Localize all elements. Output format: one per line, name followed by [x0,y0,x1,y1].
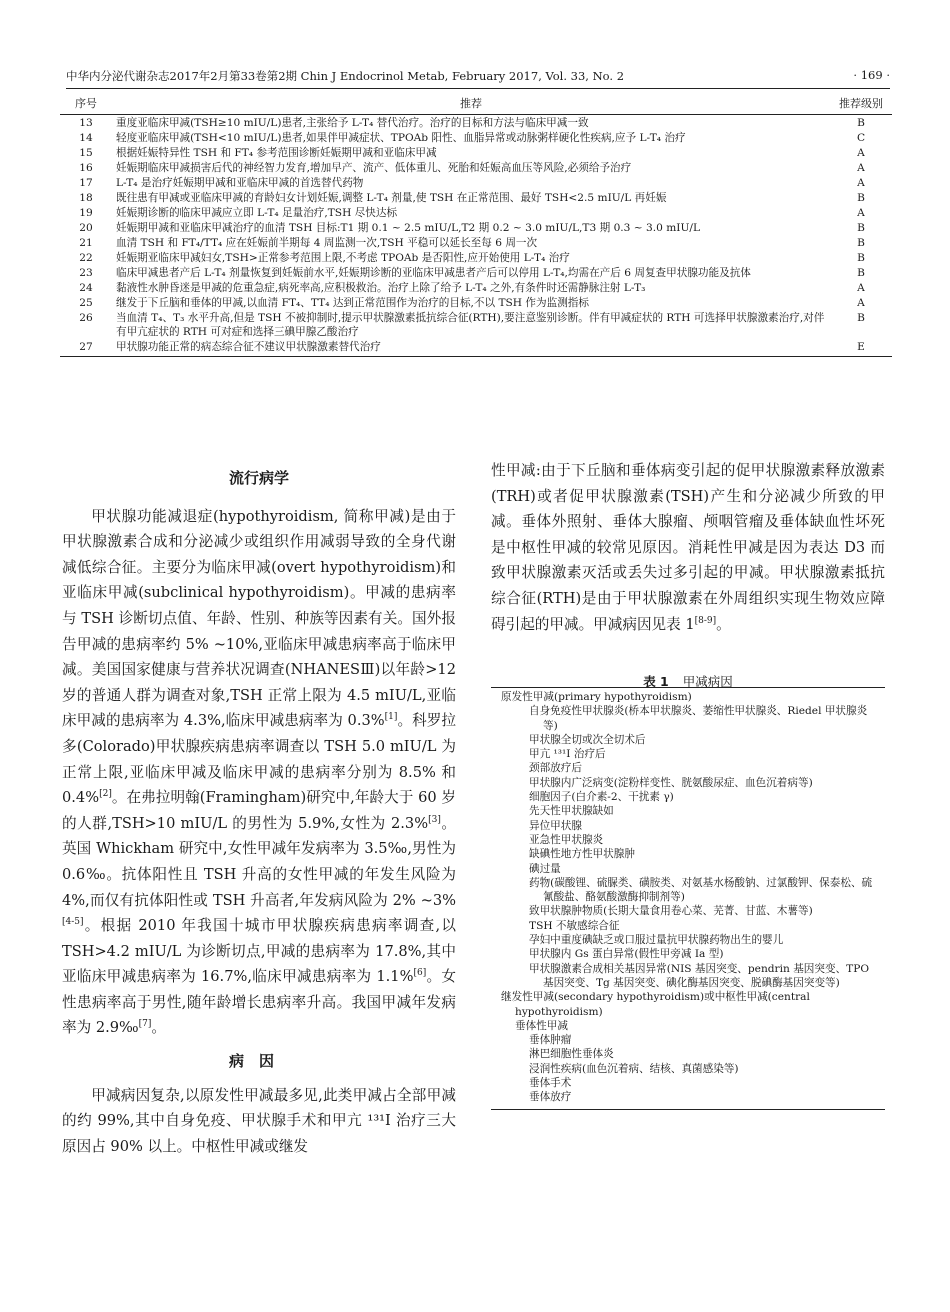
rec-grade: C [856,131,866,144]
table-row [60,339,892,356]
list-item: 甲状腺激素合成相关基因异常(NIS 基因突变、pendrin 基因突变、TPO 基因突变、Tg 基因突变、碘化酶基因突变、脱碘酶基因突变等) [529,962,870,989]
etiology-paragraph: 甲减病因复杂,以原发性甲减最多见,此类甲减占全部甲减的约 99%,其中自身免疫、甲状腺手术和甲亢 ¹³¹I 治疗三大原因占 90% 以上。中枢性甲减或继发 [62,1086,456,1155]
table-row [60,295,892,310]
rec-number: 15 [79,146,93,159]
running-header [66,66,890,89]
rec-grade: B [857,251,865,264]
section-heading-etiology: 病因 [228,1052,289,1071]
rec-text: 根据妊娠特异性 TSH 和 FT₄ 参考范围诊断妊娠期甲减和亚临床甲减 [116,146,437,159]
table-row [60,235,892,250]
rec-number: 18 [79,191,93,204]
table-row [60,190,892,205]
table-row [60,280,892,295]
list-item: 碘过量 [529,862,561,875]
table-row [60,265,892,280]
list-item: 先天性甲状腺缺如 [529,805,614,818]
rec-number: 21 [79,236,93,249]
rec-grade: A [857,146,865,159]
rec-number: 23 [79,266,93,279]
list-item: 孕妇中重度碘缺乏或口服过量抗甲状腺药物出生的婴儿 [529,934,784,947]
rec-text: 临床甲减患者产后 L-T₄ 剂量恢复到妊娠前水平,妊娠期诊断的亚临床甲减患者产后可以停用 L-T₄,均需在产后 6 周复查甲状腺功能及抗体 [116,266,751,279]
list-item: 甲状腺内 Gs 蛋白异常(假性甲旁减 Ia 型) [529,948,724,961]
citation-ref[interactable]: [1] [384,712,398,723]
rec-number: 25 [79,296,93,309]
rec-number: 26 [79,311,93,324]
rec-text: 妊娠期亚临床甲减妇女,TSH>正常参考范围上限,不考虑 TPOAb 是否阳性,应开始使用 L-T₄ 治疗 [116,251,570,264]
rec-grade: A [857,281,865,294]
list-item: 甲状腺全切或次全切术后 [529,733,646,746]
list-item: 浸润性疾病(血色沉着病、结核、真菌感染等) [529,1062,739,1075]
recommendation-table [60,95,892,357]
rec-grade: B [857,266,865,279]
rec-text: L-T₄ 是治疗妊娠期甲减和亚临床甲减的首选替代药物 [116,176,364,189]
table-row [60,130,892,145]
rec-number: 20 [79,221,93,234]
left-column [62,458,456,1159]
list-item: 致甲状腺肿物质(长期大量食用卷心菜、芜菁、甘蓝、木薯等) [529,905,813,918]
table-row [60,250,892,265]
rec-text: 既往患有甲减或亚临床甲减的育龄妇女计划妊娠,调整 L-T₄ 剂量,使 TSH 在正常范围、最好 TSH<2.5 mIU/L 再妊娠 [116,191,667,204]
rec-text: 妊娠期临床甲减损害后代的神经智力发育,增加早产、流产、低体重儿、死胎和妊娠高血压等风险,必须给予治疗 [116,161,632,174]
rec-text: 当血清 T₄、T₃ 水平升高,但是 TSH 不被抑制时,提示甲状腺激素抵抗综合征(RTH),要注意鉴别诊断。伴有甲减症状的 RTH 可选择甲状腺激素治疗,对伴有甲亢症状的 RTH 可对症和选择三碘甲腺乙酸治疗 [116,311,825,338]
table-row [60,220,892,235]
citation-ref[interactable]: [6] [413,968,427,979]
rec-grade: A [857,161,865,174]
list-item: 淋巴细胞性垂体炎 [529,1048,614,1061]
rec-grade: A [857,176,865,189]
citation-ref[interactable]: [3] [428,814,441,825]
rec-grade: B [857,116,865,129]
rec-text: 黏液性水肿昏迷是甲减的危重急症,病死率高,应积极救治。治疗上除了给予 L-T₄ 之外,有条件时还需静脉注射 L-T₃ [116,281,646,294]
table1-etiology [491,687,885,1110]
rec-number: 27 [60,339,112,356]
primary-cause-list [491,704,885,990]
etiology-paragraph-cont: 性甲减:由于下丘脑和垂体病变引起的促甲状腺激素释放激素(TRH)或者促甲状腺激素(TSH)产生和分泌减少所致的甲减。垂体外照射、垂体大腺瘤、颅咽管瘤及垂体缺血性坏死是中枢性甲减的较常见原因。消耗性甲减是因为表达 D3 而致甲状腺激素灭活或丢失过多引起的甲减。甲状腺激素抵抗综合征(RTH)是由于甲状腺激素在外周组织实现生物效应障碍引起的甲减。甲减病因见表 1[8-9]。 [491,462,885,633]
list-item: 自身免疫性甲状腺炎(桥本甲状腺炎、萎缩性甲状腺炎、Riedel 甲状腺炎等) [529,705,868,732]
col-header-num: 序号 [60,95,112,115]
rec-text: 血清 TSH 和 FT₄/TT₄ 应在妊娠前半期每 4 周监测一次,TSH 平稳可以延长至每 6 周一次 [116,236,538,249]
table1-title: 甲减病因 [682,674,733,689]
table-header-row [60,95,892,115]
secondary-heading: 继发性甲减(secondary hypothyroidism)或中枢性甲减(central hypothyroidism) [501,991,810,1018]
rec-grade: E [830,339,892,356]
rec-number: 24 [79,281,93,294]
rec-grade: B [857,236,865,249]
epidemiology-paragraph: 甲状腺功能减退症(hypothyroidism, 简称甲减)是由于甲状腺激素合成和分泌减少或组织作用减弱导致的全身代谢减低综合征。主要分为临床甲减(overt hypothyroidism)和亚临床甲减(subclinical hypothyroidism)。甲减的患病率与 TSH 诊断切点值、年龄、性别、种族等因素有关。国外报告甲减的患病率约 5% ~10%,亚临床甲减患病率高于临床甲减。美国国家健康与营养状况调查(NHANESⅢ)以年龄>12 岁的普通人群为调查对象,TSH 正常上限为 4.5 mIU/L,亚临床甲减的患病率为 4.3%,临床甲减患病率为 0.3%[1]。科罗拉多(Colorado)甲状腺疾病患病率调查以 TSH 5.0 mIU/L 为正常上限,亚临床甲减及临床甲减的患病率分别为 8.5% 和 0.4%[2]。在弗拉明翰(Framingham)研究中,年龄大于 60 岁的人群,TSH>10 mIU/L 的男性为 5.9%,女性为 2.3%[3]。英国 Whickham 研究中,女性甲减年发病率为 3.5‰,男性为 0.6‰。抗体阳性且 TSH 升高的女性甲减的年发生风险为 4%,而仅有抗体阳性或 TSH 升高者,年发病风险为 2% ~3%[4-5]。根据 2010 年我国十城市甲状腺疾病患病率调查,以 TSH>4.2 mIU/L 为诊断切点,甲减的患病率为 17.8%,其中亚临床甲减患病率为 16.7%,临床甲减患病率为 1.1%[6]。女性患病率高于男性,随年龄增长患病率升高。我国甲减年发病率为 2.9‰[7]。 [62,507,456,1037]
list-item: 垂体手术 [529,1077,572,1090]
citation-ref[interactable]: [7] [138,1019,152,1030]
list-item: 药物(碳酸锂、硫脲类、磺胺类、对氨基水杨酸钠、过氯酸钾、保泰松、硫氰酸盐、酪氨酸激酶抑制剂等) [529,876,873,904]
rec-grade: B [857,221,865,234]
table-row [60,160,892,175]
rec-text: 妊娠期甲减和亚临床甲减治疗的血清 TSH 目标:T1 期 0.1 ~ 2.5 mIU/L,T2 期 0.2 ~ 3.0 mIU/L,T3 期 0.3 ~ 3.0 mIU/L [116,221,700,234]
rec-number: 17 [79,176,93,189]
list-item: 甲亢 ¹³¹I 治疗后 [529,748,606,761]
right-column [491,458,885,637]
table-row [60,175,892,190]
list-item: 垂体肿瘤 [529,1034,572,1047]
rec-grade: B [857,191,865,204]
pituitary-cause-list [491,1033,885,1104]
table-row [60,310,892,339]
col-header-rec: 推荐 [112,95,830,115]
citation-ref[interactable]: [8-9] [694,615,717,626]
rec-grade: B [857,311,865,324]
rec-text: 妊娠期诊断的临床甲减应立即 L-T₄ 足量治疗,TSH 尽快达标 [116,206,398,219]
list-item: TSH 不敏感综合征 [529,919,620,932]
rec-number: 19 [79,206,93,219]
rec-text: 轻度亚临床甲减(TSH<10 mIU/L)患者,如果伴甲减症状、TPOAb 阳性、血脂异常或动脉粥样硬化性疾病,应予 L-T₄ 治疗 [116,131,686,144]
pituitary-heading: 垂体性甲减 [515,1019,568,1032]
table-row [60,115,892,131]
primary-heading: 原发性甲减(primary hypothyroidism) [501,691,692,703]
rec-number: 16 [79,161,93,174]
col-header-grade: 推荐级别 [830,95,892,115]
rec-number: 22 [79,251,93,264]
citation-ref[interactable]: [2] [99,789,112,800]
list-item: 垂体放疗 [529,1091,572,1104]
rec-grade: A [857,206,865,219]
page-number: · 169 · [853,68,890,82]
list-item: 缺碘性地方性甲状腺肿 [529,848,635,861]
rec-number: 13 [79,116,93,129]
table-row [60,145,892,160]
rec-grade: A [857,296,865,309]
rec-text: 重度亚临床甲减(TSH≥10 mIU/L)患者,主张给予 L-T₄ 替代治疗。治疗的目标和方法与临床甲减一致 [116,116,589,129]
list-item: 细胞因子(白介素-2、干扰素 γ) [529,791,674,804]
citation-ref[interactable]: [4-5] [62,917,84,928]
rec-text: 继发于下丘脑和垂体的甲减,以血清 FT₄、TT₄ 达到正常范围作为治疗的目标,不以 TSH 作为监测指标 [116,296,589,309]
rec-number: 14 [79,131,93,144]
rec-text: 甲状腺功能正常的病态综合征不建议甲状腺激素替代治疗 [112,339,830,356]
recommendation-rows [60,115,892,357]
table1-label: 表 1 [643,674,669,689]
list-item: 甲状腺内广泛病变(淀粉样变性、胱氨酸尿症、血色沉着病等) [529,776,813,789]
list-item: 亚急性甲状腺炎 [529,833,604,846]
journal-citation: 中华内分泌代谢杂志2017年2月第33卷第2期 Chin J Endocrinol Metab, February 2017, Vol. 33, No. 2 [66,69,625,83]
list-item: 颈部放疗后 [529,762,582,775]
section-heading-epidemiology: 流行病学 [228,469,289,487]
table-row [60,205,892,220]
list-item: 异位甲状腺 [529,819,582,832]
